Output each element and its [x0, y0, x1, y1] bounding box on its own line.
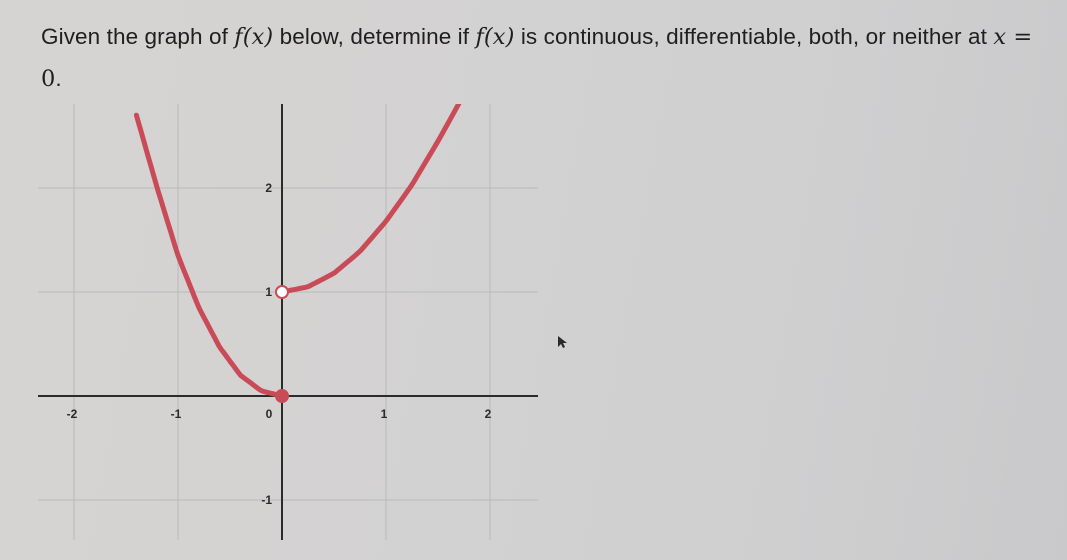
- x-tick-label: 2: [484, 407, 492, 421]
- function-name: f: [234, 24, 243, 50]
- function-name-2: f: [475, 24, 484, 50]
- y-tick-label: 2: [265, 181, 272, 195]
- x-tick-label: 0: [265, 407, 273, 421]
- question-part-3: is continuous, differentiable, both, or neither at: [514, 24, 994, 49]
- x-tick-label: -1: [170, 407, 182, 421]
- function-argument-2: (x): [483, 24, 515, 50]
- x-tick-label: 1: [380, 407, 388, 421]
- y-tick-label: -1: [261, 493, 272, 507]
- y-tick-label: 1: [265, 285, 272, 299]
- curve-right: [282, 74, 480, 292]
- open-point: [276, 286, 288, 298]
- mouse-cursor-icon: [556, 334, 570, 350]
- x-tick-label: -2: [66, 407, 78, 421]
- equation-variable: x: [993, 24, 1007, 50]
- question-part-2: below, determine if: [273, 24, 476, 49]
- closed-point: [276, 390, 288, 402]
- question-part-1: Given the graph of: [41, 24, 235, 49]
- function-argument: (x): [242, 24, 274, 50]
- equation-value: 0: [41, 66, 56, 92]
- equation-sign: =: [1006, 24, 1033, 50]
- question-end: .: [55, 66, 62, 91]
- curve-left: [136, 115, 282, 396]
